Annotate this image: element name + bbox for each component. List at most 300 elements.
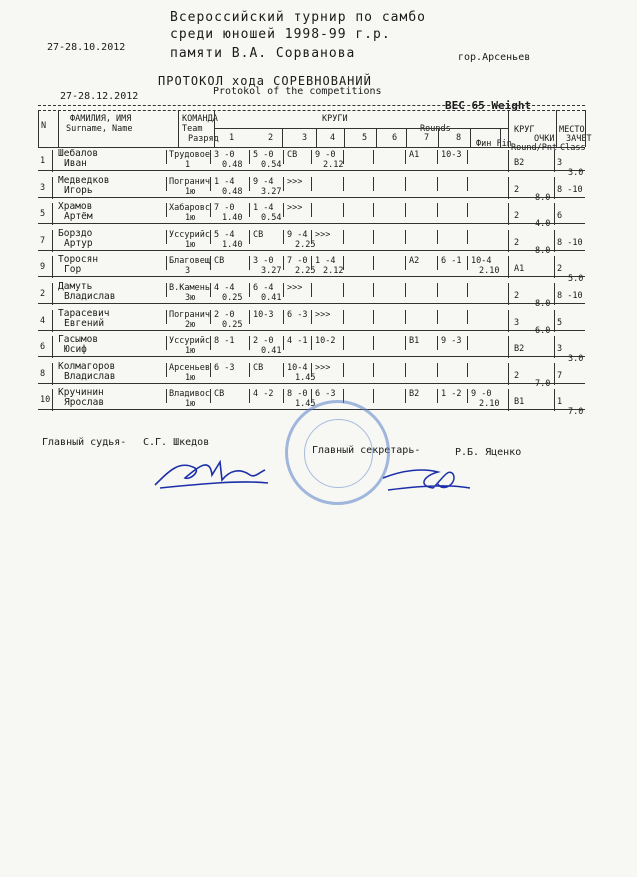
round-cell-divider bbox=[283, 283, 284, 297]
round-score: 0.25 bbox=[222, 293, 243, 303]
row-separator bbox=[38, 197, 585, 198]
participant-rank: 1ю bbox=[185, 399, 196, 409]
round-cell-divider bbox=[311, 256, 312, 270]
round-cell-divider bbox=[343, 203, 344, 217]
participant-surname: Шебалов bbox=[58, 148, 99, 159]
participant-rank: 1 bbox=[185, 160, 191, 170]
place: 5 bbox=[557, 318, 563, 328]
round-score: 1.40 bbox=[222, 240, 243, 250]
points: 8.0 bbox=[535, 299, 551, 309]
city: гор.Арсеньев bbox=[458, 52, 531, 63]
round-cell-divider bbox=[405, 203, 406, 217]
final-round: В1 bbox=[514, 397, 525, 407]
classification-points: 7.0 bbox=[568, 407, 584, 417]
round-result: 10-4 bbox=[287, 363, 308, 373]
round-cell-divider bbox=[249, 283, 250, 297]
round-score: 0.54 bbox=[261, 213, 282, 223]
secretary-signature bbox=[378, 458, 473, 498]
points: 7.0 bbox=[535, 379, 551, 389]
place: 3 bbox=[557, 344, 563, 354]
classification-points: 3.0 bbox=[568, 354, 584, 364]
krug-divider bbox=[508, 177, 509, 199]
round-cell-divider bbox=[210, 283, 211, 297]
round-cell-divider bbox=[467, 230, 468, 244]
round-divider bbox=[406, 128, 407, 147]
krug-divider bbox=[508, 256, 509, 278]
column-divider bbox=[38, 110, 39, 147]
round-cell-divider bbox=[311, 336, 312, 350]
chief-judge-label: Главный судья- bbox=[42, 437, 127, 448]
place-divider bbox=[554, 203, 555, 225]
round-result: 9 -0 bbox=[471, 389, 492, 399]
round-cell-divider bbox=[210, 177, 211, 191]
row-n-divider bbox=[52, 230, 53, 252]
round-score: 2.10 bbox=[479, 266, 500, 276]
round-number-label: 3 bbox=[302, 133, 308, 143]
tournament-title-line1: Всероссийский турнир по самбо bbox=[170, 10, 426, 25]
points: 4.0 bbox=[535, 219, 551, 229]
round-cell-divider bbox=[311, 230, 312, 244]
final-round: 2 bbox=[514, 371, 520, 381]
column-divider bbox=[178, 110, 179, 147]
participant-number: 6 bbox=[40, 342, 46, 352]
round-cell-divider bbox=[373, 256, 374, 270]
points: 6.0 bbox=[535, 326, 551, 336]
classification-points: 5.0 bbox=[568, 274, 584, 284]
tournament-title-line2: среди юношей 1998-99 г.р. bbox=[170, 27, 391, 42]
chief-judge-name: С.Г. Шкедов bbox=[143, 437, 210, 448]
participant-firstname: Артём bbox=[64, 211, 93, 222]
round-cell-divider bbox=[283, 150, 284, 164]
round-score: 1.45 bbox=[295, 399, 316, 409]
round-result: 6 -3 bbox=[214, 363, 235, 373]
round-cell-divider bbox=[467, 336, 468, 350]
participant-number: 7 bbox=[40, 236, 46, 246]
round-score: 0.41 bbox=[261, 293, 282, 303]
round-cell-divider bbox=[343, 150, 344, 164]
round-result: А2 bbox=[409, 256, 420, 266]
round-cell-divider bbox=[249, 203, 250, 217]
round-score: 1.45 bbox=[295, 373, 316, 383]
round-result: 8 -1 bbox=[214, 336, 235, 346]
place-divider bbox=[554, 389, 555, 411]
col-team-en: Team bbox=[182, 124, 203, 134]
final-round: 2 bbox=[514, 291, 520, 301]
final-round: 2 bbox=[514, 211, 520, 221]
participant-number: 4 bbox=[40, 316, 46, 326]
round-cell-divider bbox=[283, 310, 284, 324]
table-top-border-inner bbox=[38, 110, 585, 111]
round-score: 0.54 bbox=[261, 160, 282, 170]
row-separator bbox=[38, 303, 585, 304]
participant-rank: 3ю bbox=[185, 293, 196, 303]
row-n-divider bbox=[52, 389, 53, 411]
row-n-divider bbox=[52, 310, 53, 332]
round-cell-divider bbox=[249, 177, 250, 191]
col-points: ОЧКИ bbox=[534, 134, 555, 144]
row-n-divider bbox=[52, 283, 53, 305]
round-cell-divider bbox=[249, 389, 250, 403]
round-divider bbox=[344, 128, 345, 147]
round-cell-divider bbox=[283, 363, 284, 377]
row-separator bbox=[38, 250, 585, 251]
round-result: 5 -0 bbox=[253, 150, 274, 160]
official-stamp bbox=[285, 400, 390, 505]
col-place: МЕСТО bbox=[559, 125, 585, 135]
place: 8 -10 bbox=[557, 291, 583, 301]
round-cell-divider bbox=[373, 310, 374, 324]
round-number-label: 5 bbox=[362, 133, 368, 143]
place-divider bbox=[554, 256, 555, 278]
round-cell-divider bbox=[283, 256, 284, 270]
col-krug: КРУГ bbox=[514, 125, 535, 135]
place-divider bbox=[554, 150, 555, 172]
round-cell-divider bbox=[467, 310, 468, 324]
round-divider bbox=[316, 128, 317, 147]
round-result: 2 -0 bbox=[214, 310, 235, 320]
place: 8 -10 bbox=[557, 238, 583, 248]
place: 1 bbox=[557, 397, 563, 407]
row-separator bbox=[38, 276, 585, 277]
round-result: 3 -0 bbox=[214, 150, 235, 160]
round-divider bbox=[500, 128, 501, 147]
participant-rank: 2ю bbox=[185, 320, 196, 330]
round-result: СВ bbox=[214, 256, 225, 266]
place: 2 bbox=[557, 264, 563, 274]
round-result: 1 -2 bbox=[441, 389, 462, 399]
participant-rank: 1ю bbox=[185, 187, 196, 197]
col-rounds-ru: КРУГИ bbox=[322, 114, 348, 124]
participant-surname: Тарасевич bbox=[58, 308, 110, 319]
round-divider bbox=[282, 128, 283, 147]
round-cell-divider bbox=[405, 310, 406, 324]
participant-team: В.Камень bbox=[169, 283, 210, 293]
round-cell-divider bbox=[373, 177, 374, 191]
place-divider bbox=[554, 363, 555, 385]
round-cell-divider bbox=[373, 150, 374, 164]
round-cell-divider bbox=[373, 230, 374, 244]
place-divider bbox=[554, 230, 555, 252]
round-result: СВ bbox=[253, 363, 264, 373]
col-rank: Разряд bbox=[188, 134, 219, 144]
round-result: 6 -4 bbox=[253, 283, 274, 293]
participant-number: 1 bbox=[40, 156, 46, 166]
team-divider bbox=[166, 150, 167, 164]
column-divider bbox=[58, 110, 59, 147]
round-cell-divider bbox=[343, 256, 344, 270]
round-result: СВ bbox=[253, 230, 264, 240]
team-divider bbox=[166, 256, 167, 270]
chief-secretary-label: Главный секретарь- bbox=[312, 445, 421, 456]
round-cell-divider bbox=[343, 230, 344, 244]
points: 8.0 bbox=[535, 193, 551, 203]
round-cell-divider bbox=[249, 230, 250, 244]
participant-team: Уссурийс bbox=[169, 230, 210, 240]
round-result: 6 -3 bbox=[315, 389, 336, 399]
col-zachet: ЗАЧЕТ bbox=[566, 134, 592, 144]
round-cell-divider bbox=[311, 389, 312, 403]
place-divider bbox=[554, 310, 555, 332]
col-round-pnt: Round/Pnt bbox=[511, 143, 558, 153]
round-cell-divider bbox=[437, 256, 438, 270]
participant-number: 5 bbox=[40, 209, 46, 219]
team-divider bbox=[166, 310, 167, 324]
krug-divider bbox=[508, 150, 509, 172]
round-cell-divider bbox=[283, 203, 284, 217]
round-result: 9 -4 bbox=[287, 230, 308, 240]
participant-rank: 1ю bbox=[185, 213, 196, 223]
round-cell-divider bbox=[311, 310, 312, 324]
row-separator bbox=[38, 356, 585, 357]
final-round: 2 bbox=[514, 238, 520, 248]
round-cell-divider bbox=[249, 363, 250, 377]
place: 6 bbox=[557, 211, 563, 221]
round-result: 10-2 bbox=[315, 336, 336, 346]
round-score: 2.12 bbox=[323, 266, 344, 276]
round-cell-divider bbox=[311, 177, 312, 191]
row-n-divider bbox=[52, 256, 53, 278]
round-cell-divider bbox=[343, 363, 344, 377]
round-result: 1 -4 bbox=[214, 177, 235, 187]
round-result: 4 -4 bbox=[214, 283, 235, 293]
event-date: 27-28.10.2012 bbox=[47, 42, 126, 53]
round-score: 0.48 bbox=[222, 187, 243, 197]
round-cell-divider bbox=[283, 389, 284, 403]
round-score: 3.27 bbox=[261, 187, 282, 197]
round-cell-divider bbox=[343, 283, 344, 297]
final-round: В2 bbox=[514, 158, 525, 168]
participant-surname: Храмов bbox=[58, 201, 93, 212]
place-divider bbox=[554, 283, 555, 305]
round-result: В1 bbox=[409, 336, 420, 346]
round-result: 8 -0 bbox=[287, 389, 308, 399]
round-result: 1 -4 bbox=[315, 256, 336, 266]
team-divider bbox=[166, 336, 167, 350]
round-divider bbox=[376, 128, 377, 147]
round-divider bbox=[470, 128, 471, 147]
round-cell-divider bbox=[311, 363, 312, 377]
participant-surname: Колмагоров bbox=[58, 361, 116, 372]
round-score: 2.25 bbox=[295, 240, 316, 250]
final-round: 3 bbox=[514, 318, 520, 328]
final-round: В2 bbox=[514, 344, 525, 354]
round-cell-divider bbox=[249, 150, 250, 164]
round-result: >>> bbox=[315, 310, 331, 320]
protocol-date: 27-28.12.2012 bbox=[60, 91, 139, 102]
participant-firstname: Евгений bbox=[64, 318, 105, 329]
participant-firstname: Владислав bbox=[64, 291, 116, 302]
round-cell-divider bbox=[311, 203, 312, 217]
team-divider bbox=[166, 363, 167, 377]
participant-team: Владивос bbox=[169, 389, 210, 399]
participant-firstname: Гор bbox=[64, 264, 82, 275]
participant-team: Арсеньев bbox=[169, 363, 210, 373]
points: 8.0 bbox=[535, 246, 551, 256]
krug-divider bbox=[508, 230, 509, 252]
round-cell-divider bbox=[467, 389, 468, 403]
krug-divider bbox=[508, 310, 509, 332]
row-n-divider bbox=[52, 336, 53, 358]
classification-points: 3.0 bbox=[568, 168, 584, 178]
col-name-ru: ФАМИЛИЯ, ИМЯ bbox=[70, 114, 132, 124]
team-divider bbox=[166, 283, 167, 297]
round-cell-divider bbox=[437, 177, 438, 191]
round-number-label: 4 bbox=[330, 133, 336, 143]
participant-number: 9 bbox=[40, 262, 46, 272]
team-divider bbox=[166, 177, 167, 191]
round-result: 3 -0 bbox=[253, 256, 274, 266]
col-final: Фин Fin bbox=[476, 139, 512, 149]
round-result: 10-3 bbox=[441, 150, 462, 160]
round-cell-divider bbox=[405, 363, 406, 377]
participant-rank: 3 bbox=[185, 266, 191, 276]
round-cell-divider bbox=[343, 336, 344, 350]
round-result: >>> bbox=[287, 203, 303, 213]
round-number-label: 8 bbox=[456, 133, 462, 143]
row-n-divider bbox=[52, 177, 53, 199]
round-result: 7 -0 bbox=[214, 203, 235, 213]
participant-surname: Борздо bbox=[58, 228, 93, 239]
participant-firstname: Ярослав bbox=[64, 397, 105, 408]
round-result: >>> bbox=[315, 363, 331, 373]
participant-surname: Торосян bbox=[58, 254, 99, 265]
col-n: N bbox=[41, 121, 47, 131]
round-cell-divider bbox=[343, 310, 344, 324]
round-cell-divider bbox=[210, 363, 211, 377]
round-result: 5 -4 bbox=[214, 230, 235, 240]
participant-firstname: Игорь bbox=[64, 185, 93, 196]
participant-rank: 1ю bbox=[185, 373, 196, 383]
protocol-title: ПРОТОКОЛ хода СОРЕВНОВАНИЙ bbox=[158, 74, 372, 88]
round-cell-divider bbox=[373, 363, 374, 377]
participant-number: 3 bbox=[40, 183, 46, 193]
krug-divider bbox=[508, 283, 509, 305]
round-cell-divider bbox=[311, 283, 312, 297]
final-round: 2 bbox=[514, 185, 520, 195]
krug-divider bbox=[508, 336, 509, 358]
round-cell-divider bbox=[405, 389, 406, 403]
round-result: 9 -0 bbox=[315, 150, 336, 160]
participant-number: 8 bbox=[40, 369, 46, 379]
round-cell-divider bbox=[210, 310, 211, 324]
column-divider bbox=[556, 110, 557, 147]
participant-team: Трудовое bbox=[169, 150, 210, 160]
chief-secretary-name: Р.Б. Яценко bbox=[455, 447, 522, 458]
round-cell-divider bbox=[437, 389, 438, 403]
place: 3 bbox=[557, 158, 563, 168]
round-cell-divider bbox=[437, 150, 438, 164]
round-cell-divider bbox=[467, 177, 468, 191]
column-divider bbox=[585, 110, 586, 147]
round-cell-divider bbox=[210, 150, 211, 164]
team-divider bbox=[166, 389, 167, 403]
round-cell-divider bbox=[249, 336, 250, 350]
round-number-label: 1 bbox=[229, 133, 235, 143]
round-cell-divider bbox=[405, 256, 406, 270]
place: 8 -10 bbox=[557, 185, 583, 195]
round-score: 3.27 bbox=[261, 266, 282, 276]
place: 7 bbox=[557, 371, 563, 381]
col-class: Class bbox=[560, 143, 586, 153]
round-cell-divider bbox=[343, 177, 344, 191]
row-n-divider bbox=[52, 203, 53, 225]
participant-firstname: Юсиф bbox=[64, 344, 87, 355]
round-cell-divider bbox=[437, 230, 438, 244]
round-cell-divider bbox=[373, 389, 374, 403]
round-cell-divider bbox=[373, 283, 374, 297]
round-cell-divider bbox=[405, 283, 406, 297]
row-separator bbox=[38, 170, 585, 171]
round-result: СВ bbox=[214, 389, 225, 399]
round-cell-divider bbox=[249, 256, 250, 270]
weight-category: ВЕС 65 Weight bbox=[445, 99, 532, 112]
round-result: 9 -3 bbox=[441, 336, 462, 346]
round-result: 1 -4 bbox=[253, 203, 274, 213]
final-round: А1 bbox=[514, 264, 525, 274]
round-result: 10-3 bbox=[253, 310, 274, 320]
participant-team: Погранич bbox=[169, 177, 210, 187]
col-team-ru: КОМАНДА bbox=[182, 114, 218, 124]
participant-firstname: Иван bbox=[64, 158, 87, 169]
round-cell-divider bbox=[437, 283, 438, 297]
round-result: 2 -0 bbox=[253, 336, 274, 346]
round-score: 0.41 bbox=[261, 346, 282, 356]
place-divider bbox=[554, 336, 555, 358]
participant-firstname: Владислав bbox=[64, 371, 116, 382]
krug-divider bbox=[508, 363, 509, 385]
round-number-label: 7 bbox=[424, 133, 430, 143]
tournament-title-line3: памяти В.А. Сорванова bbox=[170, 46, 356, 61]
round-result: 6 -1 bbox=[441, 256, 462, 266]
round-cell-divider bbox=[210, 256, 211, 270]
round-cell-divider bbox=[437, 336, 438, 350]
round-result: >>> bbox=[287, 283, 303, 293]
participant-surname: Гасымов bbox=[58, 334, 99, 345]
round-result: 4 -2 bbox=[253, 389, 274, 399]
round-result: А1 bbox=[409, 150, 420, 160]
participant-surname: Кручинин bbox=[58, 387, 104, 398]
round-result: 6 -3 bbox=[287, 310, 308, 320]
round-result: 10-4 bbox=[471, 256, 492, 266]
row-separator bbox=[38, 223, 585, 224]
row-separator bbox=[38, 330, 585, 331]
participant-firstname: Артур bbox=[64, 238, 93, 249]
column-divider bbox=[508, 110, 509, 147]
team-divider bbox=[166, 230, 167, 244]
round-score: 2.10 bbox=[479, 399, 500, 409]
round-cell-divider bbox=[467, 283, 468, 297]
table-top-border bbox=[38, 105, 585, 106]
row-separator bbox=[38, 383, 585, 384]
round-cell-divider bbox=[467, 256, 468, 270]
round-cell-divider bbox=[405, 150, 406, 164]
round-score: 1.40 bbox=[222, 213, 243, 223]
round-cell-divider bbox=[210, 389, 211, 403]
round-score: 2.12 bbox=[323, 160, 344, 170]
participant-rank: 1ю bbox=[185, 240, 196, 250]
col-name-en: Surname, Name bbox=[66, 124, 133, 134]
round-cell-divider bbox=[210, 230, 211, 244]
round-result: В2 bbox=[409, 389, 420, 399]
krug-divider bbox=[508, 389, 509, 411]
participant-team: Благовещ bbox=[169, 256, 210, 266]
round-cell-divider bbox=[210, 203, 211, 217]
round-cell-divider bbox=[373, 203, 374, 217]
round-cell-divider bbox=[405, 336, 406, 350]
round-cell-divider bbox=[437, 203, 438, 217]
round-cell-divider bbox=[311, 150, 312, 164]
participant-team: Уссурийс bbox=[169, 336, 210, 346]
